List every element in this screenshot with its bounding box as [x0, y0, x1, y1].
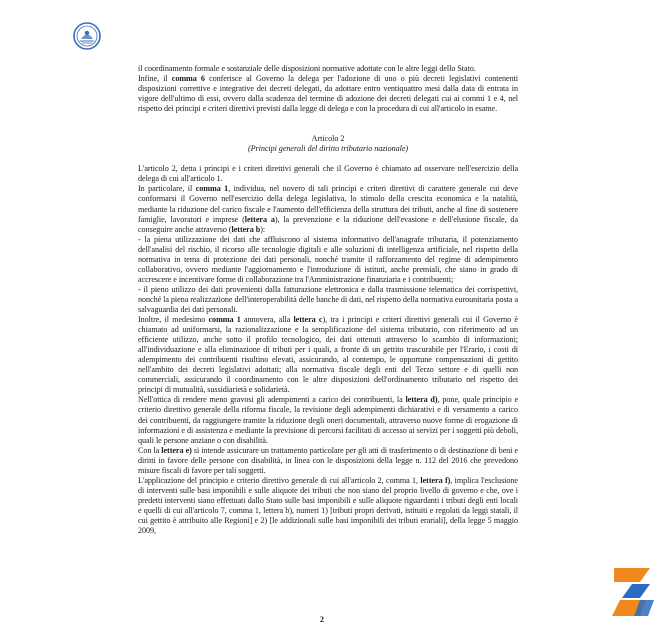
paragraph-comma-6: Infine, il comma 6 conferisce al Governo la delega per l'adozione di uno o più decreti legislativi contenenti disposizioni correttive e integrative dei decreti delegati, da adottare entro ventiquattro mesi dalla data di entrata in vigore dell'ultimo di essi, ovvero dalla scadenza del termine di adozione dei decreti delegati cui ai commi 1 e 4, nel rispetto dei principi e criteri direttivi previsti dalla legge di delega e con la procedura di cui all'articolo in esame. — [138, 74, 518, 114]
paragraph-lettera-d: Nell'ottica di rendere meno gravosi gli adempimenti a carico dei contribuenti, la lettera d), pone, quale principio e criterio direttivo generale della riforma fiscale, la revisione degli adempimenti dichiarativi e di versamento a carico dei contribuenti, da raggiungere tramite la riduzione degli oneri documentali, attraverso nuove forme di erogazione di informazioni e di assistenza e mediante la previsione di percorsi facilitati di accesso ai servizi per i soggetti più deboli, quali le persone anziane o con disabilità. — [138, 395, 518, 445]
emblem-icon — [73, 22, 101, 50]
paragraph-continuation: il coordinamento formale e sostanziale delle disposizioni normative adottate con le altre leggi dello Stato. — [138, 64, 476, 73]
list-item-data-usage: - la piena utilizzazione dei dati che affluiscono al sistema informativo dell'anagrafe tributaria, il potenziamento dell'analisi del rischio, il ricorso alle tecnologie digitali e alle soluzioni di intelligenza artificiale, nel rispetto della normativa in tema di protezione dei dati personali, nonché tramite il rafforzamento del regime di adempimento collaborativo, ovvero mediante l'aggiornamento e l'introduzione di istituti, anche premiali, che siano in grado di accrescere e incentivare forme di collaborazione tra l'Amministrazione finanziaria e i contribuenti; — [138, 234, 518, 284]
document-body — [138, 64, 518, 536]
brand-logo-icon — [610, 566, 654, 618]
list-item-e-invoicing: - il pieno utilizzo dei dati provenienti dalla fatturazione elettronica e dalla trasmissione telematica dei corrispettivi, nonché la piena realizzazione dell'interoperabilità delle banche di dati, nel rispetto della normativa eurounitaria posta a salvaguardia dei dati personali. — [138, 284, 518, 314]
page-number: 2 — [320, 615, 324, 624]
paragraph-comma-1: In particolare, il comma 1, individua, nel novero di tali principi e criteri direttivi di carattere generale cui deve conformarsi il Governo nell'esercizio della delega legislativa, lo stimolo della crescita economica e la natalità, mediante la riduzione del carico fiscale e l'aumento dell'efficienza della struttura dei tributi, anche al fine di sostenere famiglie, lavoratori e imprese (lettera a), la prevenzione e la riduzione dell'evasione e dell'elusione fiscale, da conseguire anche attraverso (lettera b): — [138, 184, 518, 234]
paragraph-lettera-f: L'applicazione del principio e criterio direttivo generale di cui all'articolo 2, comma 1, lettera f), implica l'esclusione di interventi sulle basi imponibili e sulle aliquote dei tributi che non siano del proprio livello di governo e che, ove i predetti interventi siano effettuati dallo Stato sulle basi imponibili e sulle aliquote riguardanti i tributi degli enti locali e quelli di cui all'articolo 7, comma 1, lettera b), numeri 1) [tributi propri derivati, istituiti e regolati da leggi statali, il cui gettito è attribuito alle Regioni] e 2) [le addizionali sulle basi imponibili dei tributi erariali], della legge 5 maggio 2009, — [138, 475, 518, 536]
article-title: Articolo 2 — [311, 134, 345, 144]
article-subtitle: (Principi generali del diritto tributario nazionale) — [247, 144, 409, 154]
paragraph-article-intro: L'articolo 2, detta i principi e i criteri direttivi generali che il Governo è chiamato ad osservare nell'esercizio della delega di cui all'articolo 1. — [138, 164, 518, 184]
paragraph-lettera-e: Con la lettera e) si intende assicurare un trattamento particolare per gli atti di trasferimento o di destinazione di beni e diritti in favore delle persone con disabilità, in linea con le disposizioni della legge n. 112 del 2016 che prevedono misure fiscali di favore per tali soggetti. — [138, 445, 518, 475]
paragraph-lettera-c: Inoltre, il medesimo comma 1 annovera, alla lettera c), tra i principi e criteri direttivi generali cui il Governo è chiamato ad uniformarsi, la razionalizzazione e la semplificazione del sistema tributario, con riferimento ad un efficiente utilizzo, anche sotto il profilo tecnologico, dei dati ottenuti attraverso lo scambio di informazioni; all'individuazione e alla eliminazione di tributi per i quali, a fronte di un gettito trascurabile per l'Erario, i costi di adempimento dei contribuenti risultino elevati, assicurando, al contempo, le opportune compensazioni di gettito nell'ambito dei decreti legislativi adottati; alla normativa fiscale degli enti del Terzo settore e di quelli non commerciali, assicurando il coordinamento con le altre disposizioni dell'ordinamento tributario nel rispetto dei principi di mutualità, sussidiarietà e solidarietà. — [138, 315, 518, 395]
